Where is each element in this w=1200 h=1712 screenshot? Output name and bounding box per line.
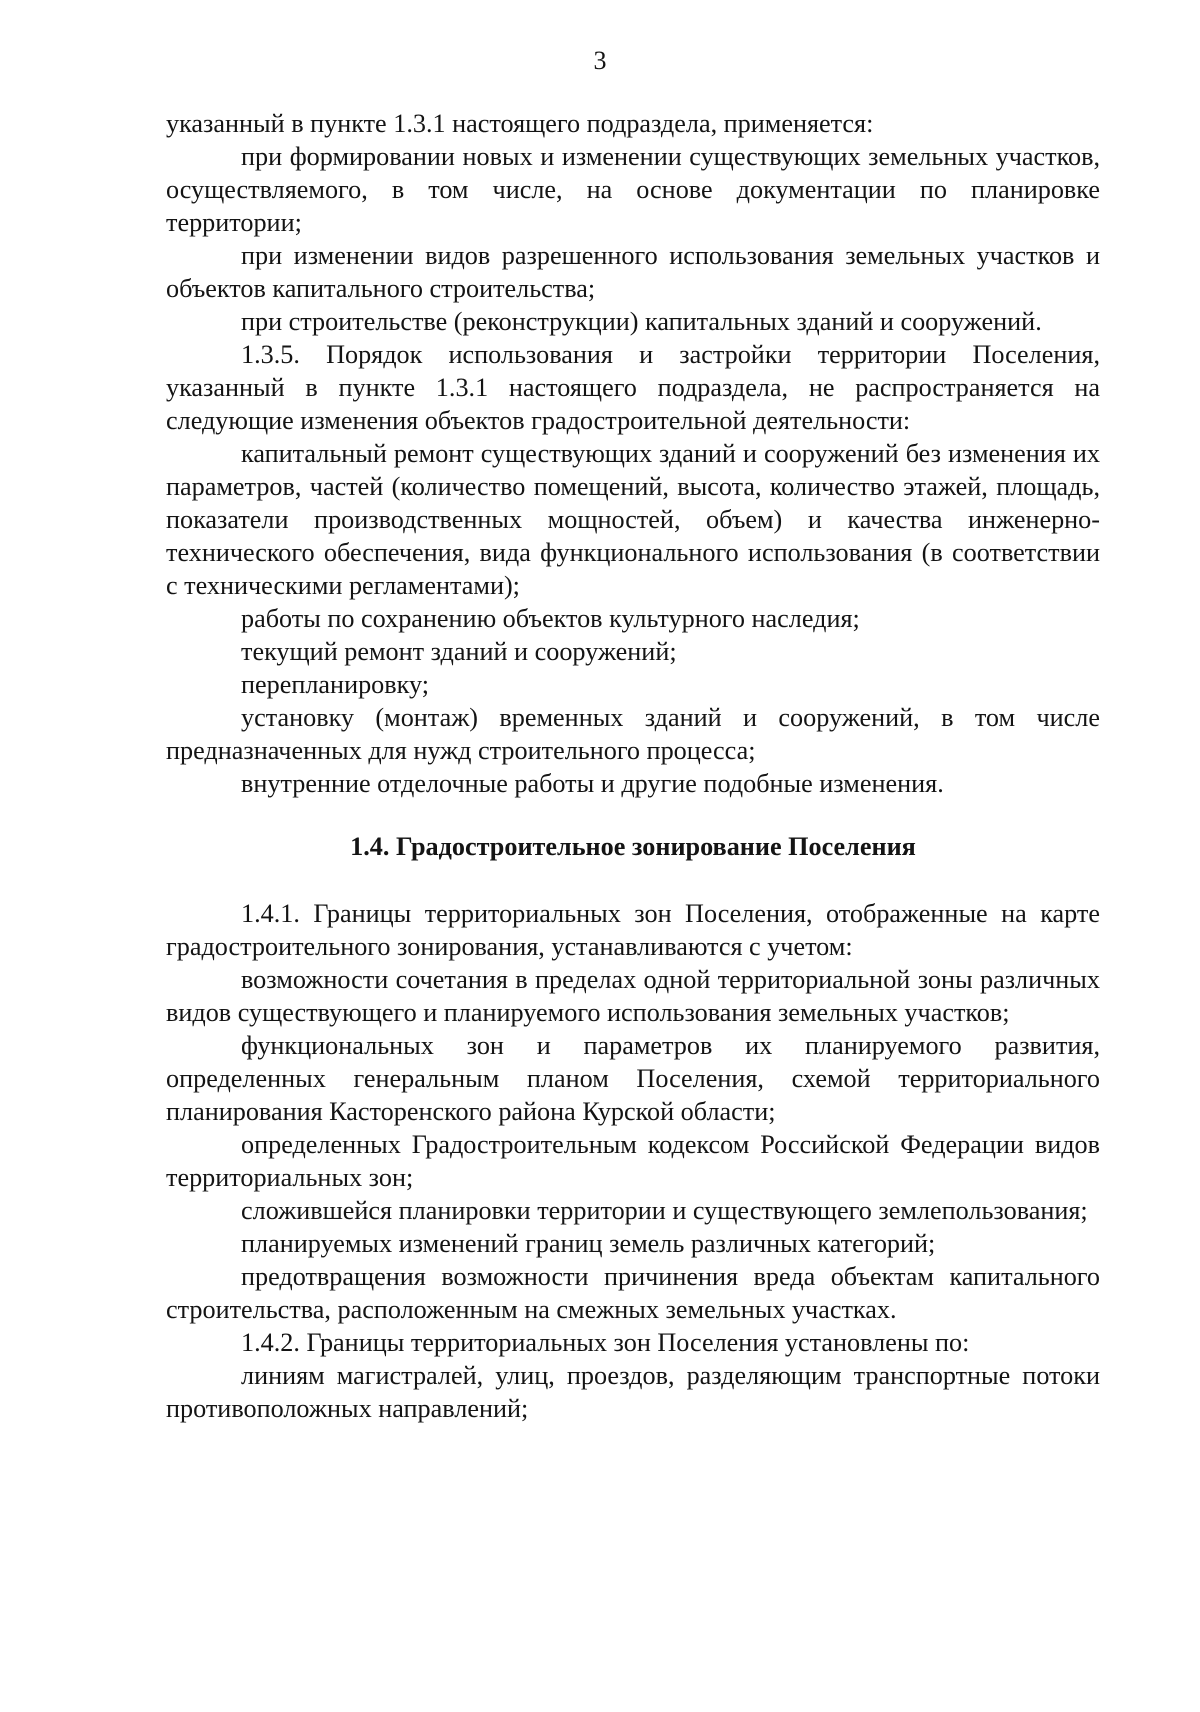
paragraph-list-item: линиям магистралей, улиц, проездов, разделяющим транспортные потоки противоположных направлений; — [166, 1361, 1100, 1423]
spacer — [166, 800, 1100, 830]
paragraph-list-item: работы по сохранению объектов культурного наследия; — [241, 604, 860, 633]
paragraph-clause-1-3-5: 1.3.5. Порядок использования и застройки территории Поселения, указанный в пункте 1.3.1 настоящего подраздела, не распространяется на следующие изменения объектов градостроительной деятельности: — [166, 340, 1100, 435]
paragraph-continuation: указанный в пункте 1.3.1 настоящего подраздела, применяется: — [166, 109, 874, 138]
paragraph-list-item: текущий ремонт зданий и сооружений; — [241, 637, 677, 666]
document-body — [166, 107, 1100, 1425]
paragraph-list-item: внутренние отделочные работы и другие подобные изменения. — [241, 769, 944, 798]
spacer — [166, 863, 1100, 897]
paragraph-list-item: определенных Градостроительным кодексом Российской Федерации видов территориальных зон; — [166, 1130, 1100, 1192]
paragraph-list-item: перепланировку; — [241, 670, 430, 699]
paragraph-list-item: при изменении видов разрешенного использования земельных участков и объектов капитального строительства; — [166, 241, 1100, 303]
paragraph-list-item: установку (монтаж) временных зданий и сооружений, в том числе предназначенных для нужд строительного процесса; — [166, 703, 1100, 765]
paragraph-list-item: капитальный ремонт существующих зданий и сооружений без изменения их параметров, частей (количество помещений, высота, количество этажей, площадь, показатели производственных мощностей, объем) и качества инженерно-технического обеспечения, вида функционального использования (в соответствии с техническими регламентами); — [166, 439, 1100, 600]
paragraph-list-item: планируемых изменений границ земель различных категорий; — [241, 1229, 936, 1258]
paragraph-list-item: возможности сочетания в пределах одной территориальной зоны различных видов существующего и планируемого использования земельных участков; — [166, 965, 1100, 1027]
paragraph-list-item: предотвращения возможности причинения вреда объектам капитального строительства, расположенным на смежных земельных участках. — [166, 1262, 1100, 1324]
paragraph-clause-1-4-1: 1.4.1. Границы территориальных зон Поселения, отображенные на карте градостроительного зонирования, устанавливаются с учетом: — [166, 899, 1100, 961]
paragraph-list-item: при строительстве (реконструкции) капитальных зданий и сооружений. — [241, 307, 1042, 336]
paragraph-list-item: сложившейся планировки территории и существующего землепользования; — [241, 1196, 1088, 1225]
paragraph-list-item: при формировании новых и изменении существующих земельных участков, осуществляемого, в том числе, на основе документации по планировке территории; — [166, 142, 1100, 237]
paragraph-clause-1-4-2: 1.4.2. Границы территориальных зон Поселения установлены по: — [241, 1328, 970, 1357]
page-number: 3 — [593, 46, 607, 75]
section-heading: 1.4. Градостроительное зонирование Поселения — [350, 832, 916, 861]
paragraph-list-item: функциональных зон и параметров их планируемого развития, определенных генеральным планом Поселения, схемой территориального планирования Касторенского района Курской области; — [166, 1031, 1100, 1126]
